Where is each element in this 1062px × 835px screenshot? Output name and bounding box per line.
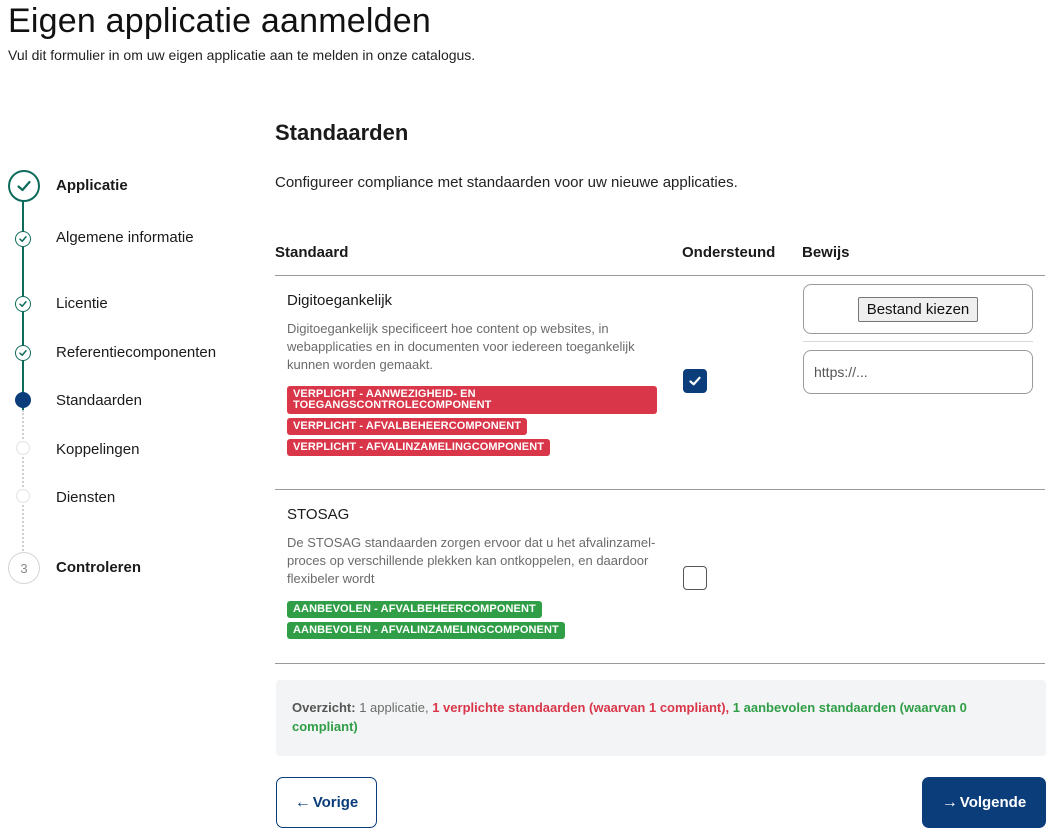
overview-mandatory: 1 verplichte standaarden (waarvan 1 compliant), [432, 700, 730, 715]
badge-list [287, 386, 657, 456]
check-circle-icon [15, 296, 31, 312]
check-circle-icon [8, 170, 40, 202]
step-algemene-informatie[interactable] [0, 228, 260, 258]
file-upload-box [803, 284, 1033, 334]
table-row [275, 490, 1045, 664]
empty-step-dot-icon [16, 441, 30, 455]
step-number-badge: 3 [8, 552, 40, 584]
previous-label: Vorige [312, 794, 359, 811]
evidence-url-input[interactable] [803, 350, 1033, 394]
empty-step-dot-icon [16, 489, 30, 503]
step-licentie[interactable] [0, 294, 260, 324]
next-button[interactable] [922, 777, 1046, 828]
checkmark-icon [688, 374, 702, 388]
check-circle-icon [15, 231, 31, 247]
step-applicatie[interactable] [0, 170, 260, 200]
section-title: Standaarden [275, 120, 409, 145]
step-label: Referentiecomponenten [56, 344, 217, 361]
table-row [275, 276, 1045, 490]
next-label: Volgende [959, 794, 1027, 811]
evidence-divider [803, 341, 1033, 342]
recommended-badge: AANBEVOLEN - AFVALBEHEERCOMPONENT [287, 601, 542, 618]
step-label: Standaarden [56, 392, 142, 409]
step-label: Algemene informatie [56, 229, 194, 246]
step-controleren[interactable] [0, 552, 260, 582]
arrow-left-icon: ← [294, 793, 311, 811]
step-referentiecomponenten[interactable] [0, 343, 260, 373]
mandatory-badge: VERPLICHT - AFVALINZAMELINGCOMPONENT [287, 439, 550, 456]
table-header [275, 232, 1045, 276]
step-standaarden[interactable] [0, 391, 260, 421]
badge-list [287, 601, 565, 639]
overview-apps: 1 applicatie, [359, 700, 429, 715]
choose-file-button[interactable]: Bestand kiezen [858, 297, 979, 322]
mandatory-badge: VERPLICHT - AANWEZIGHEID- EN TOEGANGSCONTROLECOMPONENT [287, 386, 657, 414]
step-label: Koppelingen [56, 441, 140, 458]
step-diensten[interactable] [0, 488, 260, 518]
standard-description: De STOSAG standaarden zorgen ervoor dat u het afvalinzamel-proces op verschillende plekken kan ontkoppelen, en daardoor flexibeler wordt [287, 535, 656, 586]
overview-summary [276, 680, 1046, 756]
step-label: Diensten [56, 489, 116, 506]
section-description: Configureer compliance met standaarden voor uw nieuwe applicaties. [275, 174, 738, 191]
standard-description: Digitoegankelijk specificeert hoe content op websites, in webapplicaties en in documenten voor iedereen toegankelijk kunnen worden gemaakt. [287, 321, 635, 372]
standard-name: STOSAG [287, 506, 350, 523]
page-title: Eigen applicatie aanmelden [8, 2, 431, 40]
progress-stepper [0, 160, 260, 600]
column-header-standard: Standaard [275, 244, 349, 261]
previous-button[interactable] [276, 777, 377, 828]
supported-checkbox[interactable] [683, 369, 707, 393]
mandatory-badge: VERPLICHT - AFVALBEHEERCOMPONENT [287, 418, 527, 435]
current-step-dot-icon [15, 392, 31, 408]
stepper-line-upcoming [22, 410, 24, 555]
recommended-badge: AANBEVOLEN - AFVALINZAMELINGCOMPONENT [287, 622, 565, 639]
overview-recommended: 1 aanbevolen standaarden (waarvan 0 compliant) [292, 700, 967, 734]
standards-table [275, 232, 1045, 664]
supported-checkbox[interactable] [683, 566, 707, 590]
step-label: Licentie [56, 295, 108, 312]
column-header-supported: Ondersteund [682, 244, 776, 261]
check-circle-icon [15, 345, 31, 361]
step-koppelingen[interactable] [0, 440, 260, 470]
page-subtitle: Vul dit formulier in om uw eigen applicatie aan te melden in onze catalogus. [8, 47, 476, 63]
standard-name: Digitoegankelijk [287, 292, 393, 309]
column-header-evidence: Bewijs [802, 244, 850, 261]
arrow-right-icon: → [941, 793, 958, 811]
overview-label: Overzicht: [292, 700, 356, 715]
step-label: Applicatie [56, 177, 128, 194]
step-label: Controleren [56, 559, 142, 576]
